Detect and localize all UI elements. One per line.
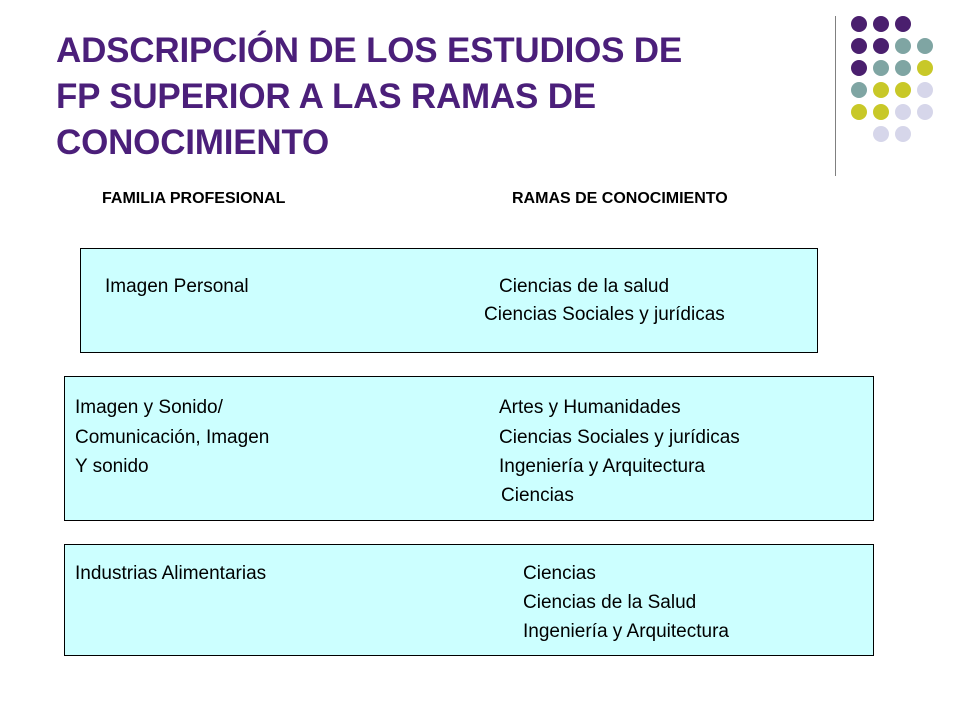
family-box-imagen-sonido	[64, 376, 874, 521]
branch-label: Ciencias	[523, 563, 596, 584]
decorative-dot-grid	[0, 0, 960, 180]
decorative-dot	[851, 104, 867, 120]
decorative-dot	[917, 82, 933, 98]
decorative-dot	[873, 82, 889, 98]
branch-label: Artes y Humanidades	[499, 397, 681, 418]
family-label: Comunicación, Imagen	[75, 427, 270, 448]
title-line-1: ADSCRIPCIÓN DE LOS ESTUDIOS DE	[56, 31, 683, 70]
decorative-dot	[895, 82, 911, 98]
decorative-dot	[895, 104, 911, 120]
branch-label: Ingeniería y Arquitectura	[523, 621, 729, 642]
decorative-dot	[873, 60, 889, 76]
decorative-dot	[873, 126, 889, 142]
family-box-imagen-personal	[80, 248, 818, 353]
header-branches: RAMAS DE CONOCIMIENTO	[512, 190, 728, 207]
decorative-dot	[917, 38, 933, 54]
branch-label: Ingeniería y Arquitectura	[499, 456, 705, 477]
family-label: Industrias Alimentarias	[75, 563, 267, 584]
title-line-2: FP SUPERIOR A LAS RAMAS DE	[56, 77, 596, 116]
decorative-dot	[895, 60, 911, 76]
branch-label: Ciencias de la salud	[499, 276, 670, 297]
decorative-dot	[917, 60, 933, 76]
decorative-dot	[873, 104, 889, 120]
family-label: Imagen Personal	[105, 276, 249, 297]
decorative-dot	[895, 16, 911, 32]
decorative-dot	[851, 16, 867, 32]
decorative-dot	[895, 38, 911, 54]
family-label: Imagen y Sonido/	[75, 397, 223, 418]
decorative-dot	[851, 38, 867, 54]
branch-label: Ciencias Sociales y jurídicas	[484, 304, 725, 325]
branch-label: Ciencias Sociales y jurídicas	[499, 427, 740, 448]
decorative-dot	[851, 60, 867, 76]
decorative-dot	[895, 126, 911, 142]
header-family: FAMILIA PROFESIONAL	[102, 190, 286, 207]
decorative-dot	[917, 104, 933, 120]
decorative-dot	[873, 16, 889, 32]
family-box-industrias-alimentarias	[64, 544, 874, 656]
family-label: Y sonido	[75, 456, 149, 477]
branch-label: Ciencias	[501, 485, 574, 506]
decorative-dot	[873, 38, 889, 54]
branch-label: Ciencias de la Salud	[523, 592, 697, 613]
decorative-dot	[851, 82, 867, 98]
title-line-3: CONOCIMIENTO	[56, 123, 330, 162]
